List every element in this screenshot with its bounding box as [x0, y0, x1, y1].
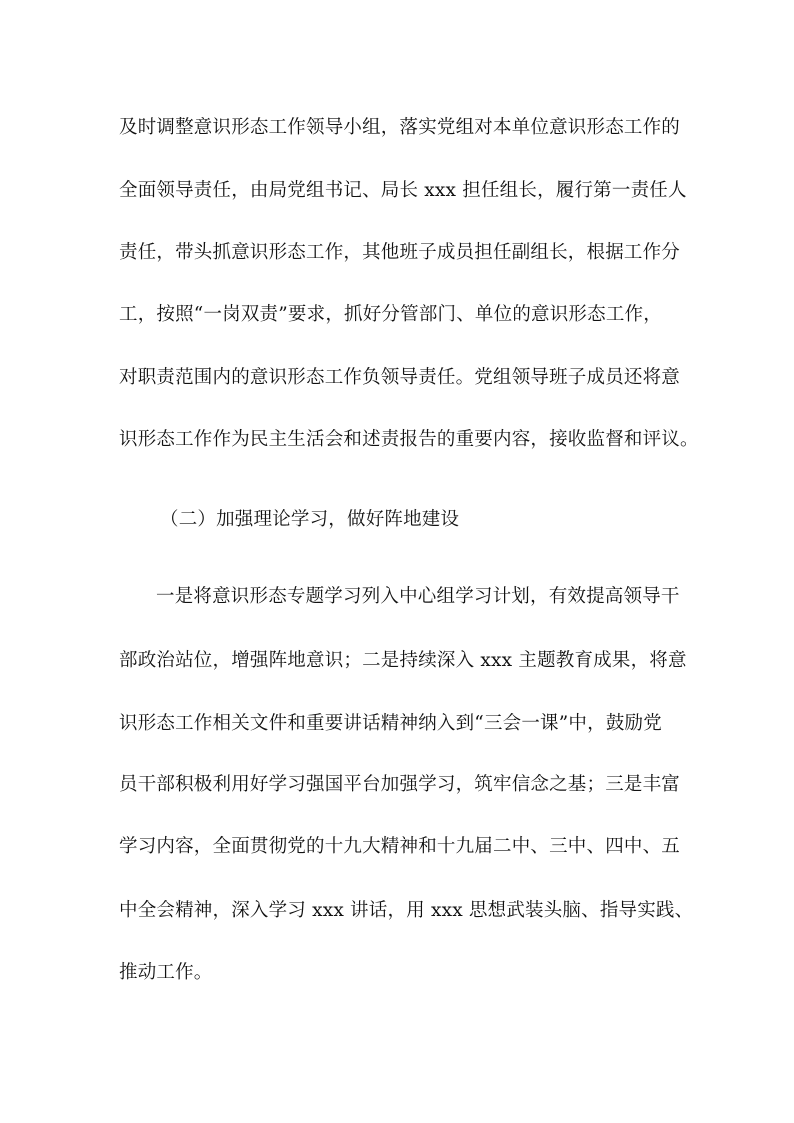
paragraph-1-line-3: 责任，带头抓意识形态工作，其他班子成员担任副组长，根据工作分: [119, 242, 681, 263]
paragraph-1-line-1: 及时调整意识形态工作领导小组，落实党组对本单位意识形态工作的: [119, 117, 681, 138]
paragraph-2-line-5: 学习内容，全面贯彻党的十九大精神和十九届二中、三中、四中、五: [119, 836, 681, 857]
paragraph-2-line-6: 中全会精神，深入学习 xxx 讲话，用 xxx 思想武装头脑、指导实践、: [119, 900, 694, 921]
paragraph-1-line-4: 工，按照“一岗双责”要求，抓好分管部门、单位的意识形态工作，: [119, 304, 662, 325]
paragraph-1-line-2: 全面领导责任，由局党组书记、局长 xxx 担任组长，履行第一责任人: [119, 180, 687, 201]
paragraph-1-line-6: 识形态工作作为民主生活会和述责报告的重要内容，接收监督和评议。: [119, 429, 699, 450]
paragraph-2-line-7: 推动工作。: [119, 962, 213, 983]
paragraph-2-line-3: 识形态工作相关文件和重要讲话精神纳入到“三会一课”中，鼓励党: [119, 713, 662, 734]
paragraph-2-line-2: 部政治站位，增强阵地意识；二是持续深入 xxx 主题教育成果，将意: [119, 650, 687, 671]
section-heading: （二）加强理论学习，做好阵地建设: [160, 509, 460, 530]
paragraph-2-line-1: 一是将意识形态专题学习列入中心组学习计划，有效提高领导干: [156, 586, 680, 607]
paragraph-1-line-5: 对职责范围内的意识形态工作负领导责任。党组领导班子成员还将意: [119, 367, 681, 388]
paragraph-2-line-4: 员干部积极利用好学习强国平台加强学习，筑牢信念之基；三是丰富: [119, 774, 681, 795]
